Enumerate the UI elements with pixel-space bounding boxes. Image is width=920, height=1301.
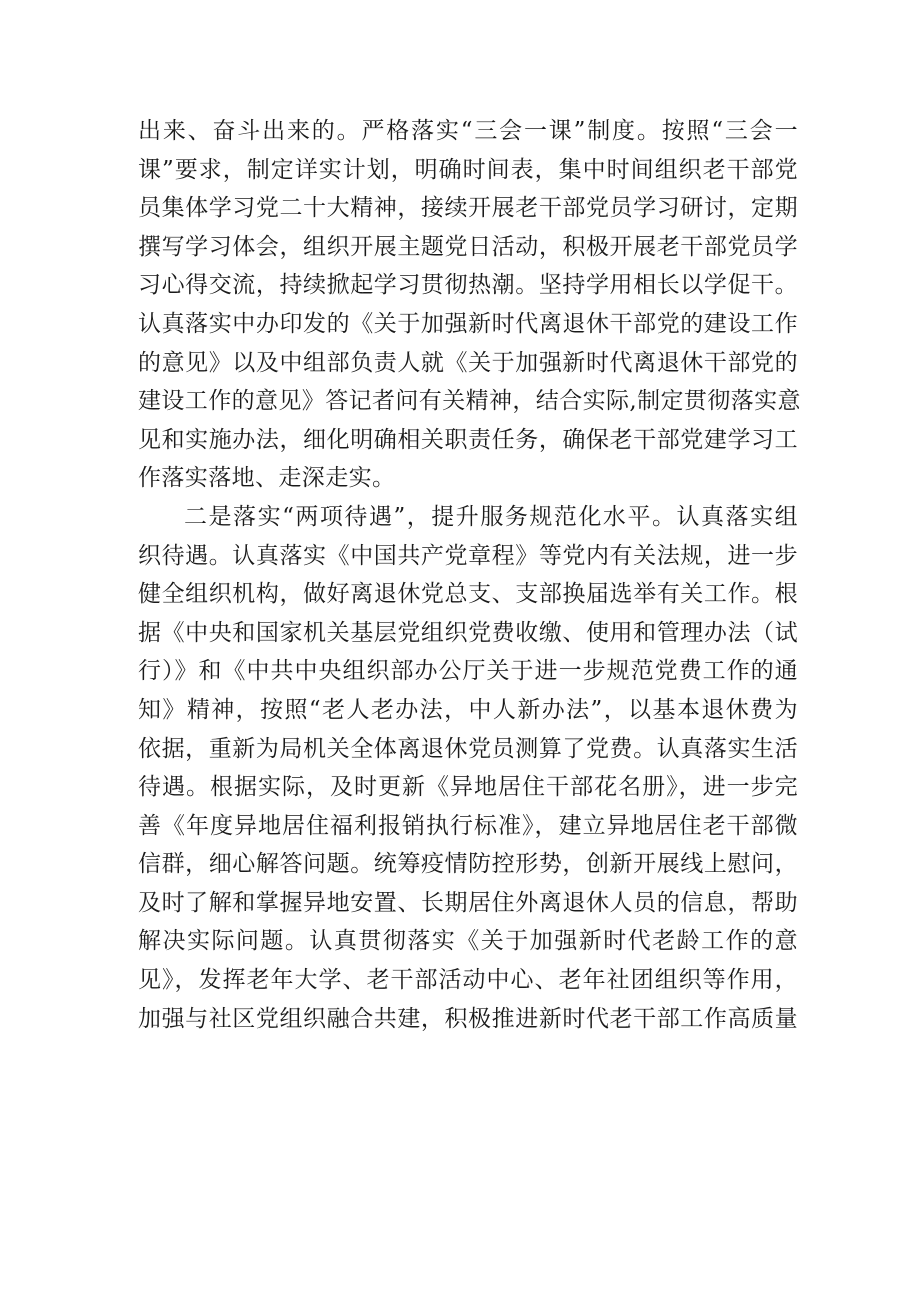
paragraph-line: 出来、奋斗出来的。严格落实“三会一课”制度。按照“三会一 — [138, 118, 798, 144]
paragraph-line: 的意见》以及中组部负责人就《关于加强新时代离退休干部党的 — [138, 349, 798, 376]
paragraph-line: 健全组织机构，做好离退休党总支、支部换届选举有关工作。根 — [138, 581, 798, 608]
paragraph-line: 织待遇。认真落实《中国共产党章程》等党内有关法规，进一步 — [138, 542, 798, 569]
paragraph-line: 作落实落地、走深走实。 — [138, 465, 396, 492]
paragraph-line: 课”要求，制定详实计划，明确时间表，集中时间组织老干部党 — [138, 156, 798, 183]
paragraph-line: 信群，细心解答问题。统筹疫情防控形势，创新开展线上慰问， — [138, 851, 798, 878]
paragraph-line: 据《中央和国家机关基层党组织党费收缴、使用和管理办法（试 — [138, 619, 798, 646]
paragraph-1 — [138, 112, 801, 498]
paragraph-line: 解决实际问题。认真贯彻落实《关于加强新时代老龄工作的意 — [138, 928, 798, 955]
paragraph-line: 行）》和《中共中央组织部办公厅关于进一步规范党费工作的通 — [138, 658, 798, 685]
paragraph-line: 见》，发挥老年大学、老干部活动中心、老年社团组织等作用， — [138, 967, 798, 994]
paragraph-line: 撰写学习体会，组织开展主题党日活动，积极开展老干部党员学 — [138, 233, 798, 260]
paragraph-line: 员集体学习党二十大精神，接续开展老干部党员学习研讨，定期 — [138, 195, 798, 222]
paragraph-line: 认真落实中办印发的《关于加强新时代离退休干部党的建设工作 — [138, 310, 798, 337]
paragraph-line: 加强与社区党组织融合共建，积极推进新时代老干部工作高质量 — [138, 1005, 798, 1032]
paragraph-line: 建设工作的意见》答记者问有关精神，结合实际,制定贯彻落实意 — [138, 388, 801, 415]
paragraph-line: 待遇。根据实际，及时更新《异地居住干部花名册》，进一步完 — [138, 774, 798, 801]
paragraph-line: 及时了解和掌握异地安置、长期居住外离退休人员的信息，帮助 — [138, 889, 798, 916]
paragraph-line: 知》精神，按照“老人老办法，中人新办法”，以基本退休费为 — [138, 696, 798, 723]
paragraph-line: 善《年度异地居住福利报销执行标准》，建立异地居住老干部微 — [138, 812, 798, 839]
paragraph-line: 二是落实“两项待遇”，提升服务规范化水平。认真落实组 — [184, 503, 798, 530]
paragraph-line: 依据，重新为局机关全体离退休党员测算了党费。认真落实生活 — [138, 735, 798, 762]
paragraph-line: 习心得交流，持续掀起学习贯彻热潮。坚持学用相长以学促干。 — [138, 272, 798, 299]
document-body — [138, 112, 801, 1038]
paragraph-line: 见和实施办法，细化明确相关职责任务，确保老干部党建学习工 — [138, 426, 798, 453]
paragraph-2 — [138, 498, 798, 1038]
